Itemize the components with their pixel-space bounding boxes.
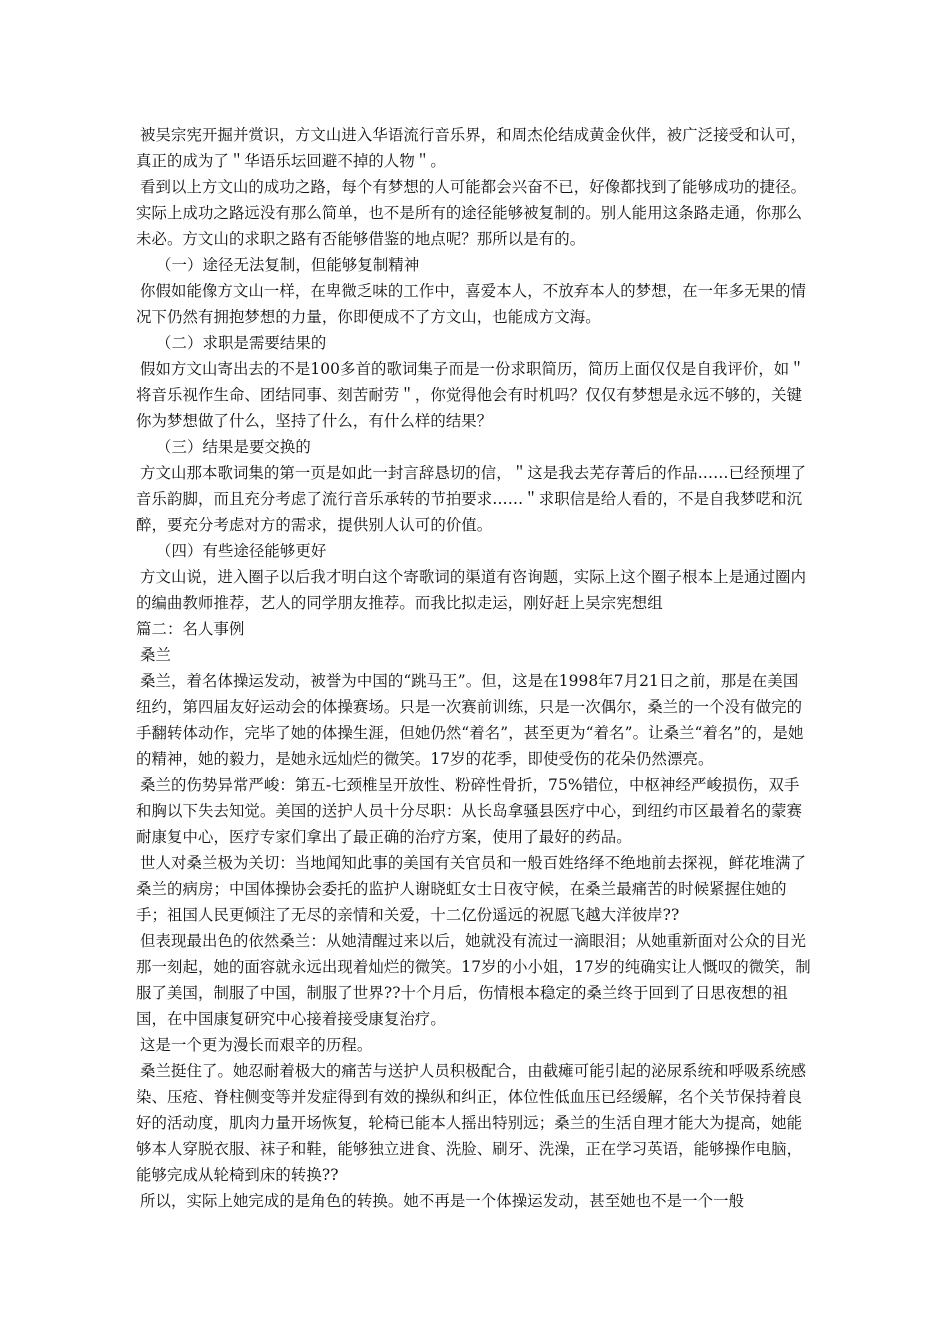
paragraph: 被吴宗宪开掘并赏识，方文山进入华语流行音乐界，和周杰伦结成黄金伙伴，被广泛接受和认可，真正的成为了＂华语乐坛回避不掉的人物＂。	[136, 126, 807, 170]
document-body	[136, 122, 811, 1214]
sub-heading: （一）途径无法复制，但能够复制精神	[156, 256, 420, 274]
sub-heading: （四）有些途径能够更好	[156, 542, 327, 560]
paragraph: 桑兰，着名体操运发动，被誉为中国的“跳马王”。但，这是在1998年7月21日之前，那是在美国纽约，第四届友好运动会的体操赛场。只是一次赛前训练，只是一次偶尔，桑兰的一个没有做完的手翻转体动作，完毕了她的体操生涯，但她仍然“着名”，甚至更为“着名”。让桑兰“着名”的，是她的精神，她的毅力，是她永远灿烂的微笑。17岁的花季，即使受伤的花朵仍然漂亮。	[136, 672, 804, 768]
sub-heading: （三）结果是要交换的	[156, 438, 311, 456]
person-name-heading: 桑兰	[140, 646, 171, 664]
paragraph: 方文山说，进入圈子以后我才明白这个寄歌词的渠道有咨询题，实际上这个圈子根本上是通过圈内的编曲教师推荐，艺人的同学朋友推荐。而我比拟走运，刚好赶上吴宗宪想组	[136, 568, 807, 612]
paragraph: 你假如能像方文山一样，在卑微乏味的工作中，喜爱本人，不放弃本人的梦想，在一年多无果的情况下仍然有拥抱梦想的力量，你即便成不了方文山，也能成方文海。	[136, 282, 807, 326]
paragraph: 看到以上方文山的成功之路，每个有梦想的人可能都会兴奋不已，好像都找到了能够成功的捷径。实际上成功之路远没有那么简单，也不是所有的途径能够被复制的。别人能用这条路走通，你那么未必。方文山的求职之路有否能够借鉴的地点呢？那所以是有的。	[136, 178, 807, 248]
paragraph: 桑兰挺住了。她忍耐着极大的痛苦与送护人员积极配合，由截瘫可能引起的泌尿系统和呼吸系统感染、压疮、脊柱侧变等并发症得到有效的操纵和纠正，体位性低血压已经缓解，名个关节保持着良好的活动度，肌肉力量开场恢复，轮椅已能本人摇出特别远；桑兰的生活自理才能大为提高，她能够本人穿脱衣服、袜子和鞋，能够独立进食、洗脸、刷牙、洗澡，正在学习英语，能够操作电脑，能够完成从轮椅到床的转换??	[136, 1062, 807, 1184]
sub-heading: （二）求职是需要结果的	[156, 334, 327, 352]
paragraph: 所以，实际上她完成的是角色的转换。她不再是一个体操运发动，甚至她也不是一个一般	[140, 1192, 745, 1210]
section-heading: 篇二：名人事例	[136, 620, 245, 638]
paragraph: 这是一个更为漫长而艰辛的历程。	[140, 1036, 373, 1054]
paragraph: 但表现最出色的依然桑兰：从她清醒过来以后，她就没有流过一滴眼泪；从她重新面对公众的目光那一刻起，她的面容就永远出现着灿烂的微笑。17岁的小小姐，17岁的纯确实让人慨叹的微笑，制服了美国，制服了中国，制服了世界??十个月后，伤情根本稳定的桑兰终于回到了日思夜想的祖国，在中国康复研究中心接着接受康复治疗。	[136, 932, 811, 1028]
paragraph: 世人对桑兰极为关切：当地闻知此事的美国有关官员和一般百姓络绎不绝地前去探视，鲜花堆满了桑兰的病房；中国体操协会委托的监护人谢晓虹女士日夜守候，在桑兰最痛苦的时候紧握住她的手；祖国人民更倾注了无尽的亲情和关爱，十二亿份遥远的祝愿飞越大洋彼岸??	[136, 854, 807, 924]
paragraph: 桑兰的伤势异常严峻：第五-七颈椎呈开放性、粉碎性骨折，75%错位，中枢神经严峻损伤，双手和胸以下失去知觉。美国的送护人员十分尽职：从长岛拿骚县医疗中心，到纽约市区最着名的蒙赛耐康复中心，医疗专家们拿出了最正确的治疗方案，使用了最好的药品。	[136, 776, 803, 846]
paragraph: 假如方文山寄出去的不是100多首的歌词集子而是一份求职简历，简历上面仅仅是自我评价，如＂将音乐视作生命、团结同事、刻苦耐劳＂，你觉得他会有时机吗？仅仅有梦想是永远不够的，关键你为梦想做了什么，坚持了什么，有什么样的结果？	[136, 360, 805, 430]
paragraph: 方文山那本歌词集的第一页是如此一封言辞恳切的信，＂这是我去芜存菁后的作品……已经预埋了音乐韵脚，而且充分考虑了流行音乐承转的节拍要求……＂求职信是给人看的，不是自我梦呓和沉醉，要充分考虑对方的需求，提供别人认可的价值。	[136, 464, 807, 534]
